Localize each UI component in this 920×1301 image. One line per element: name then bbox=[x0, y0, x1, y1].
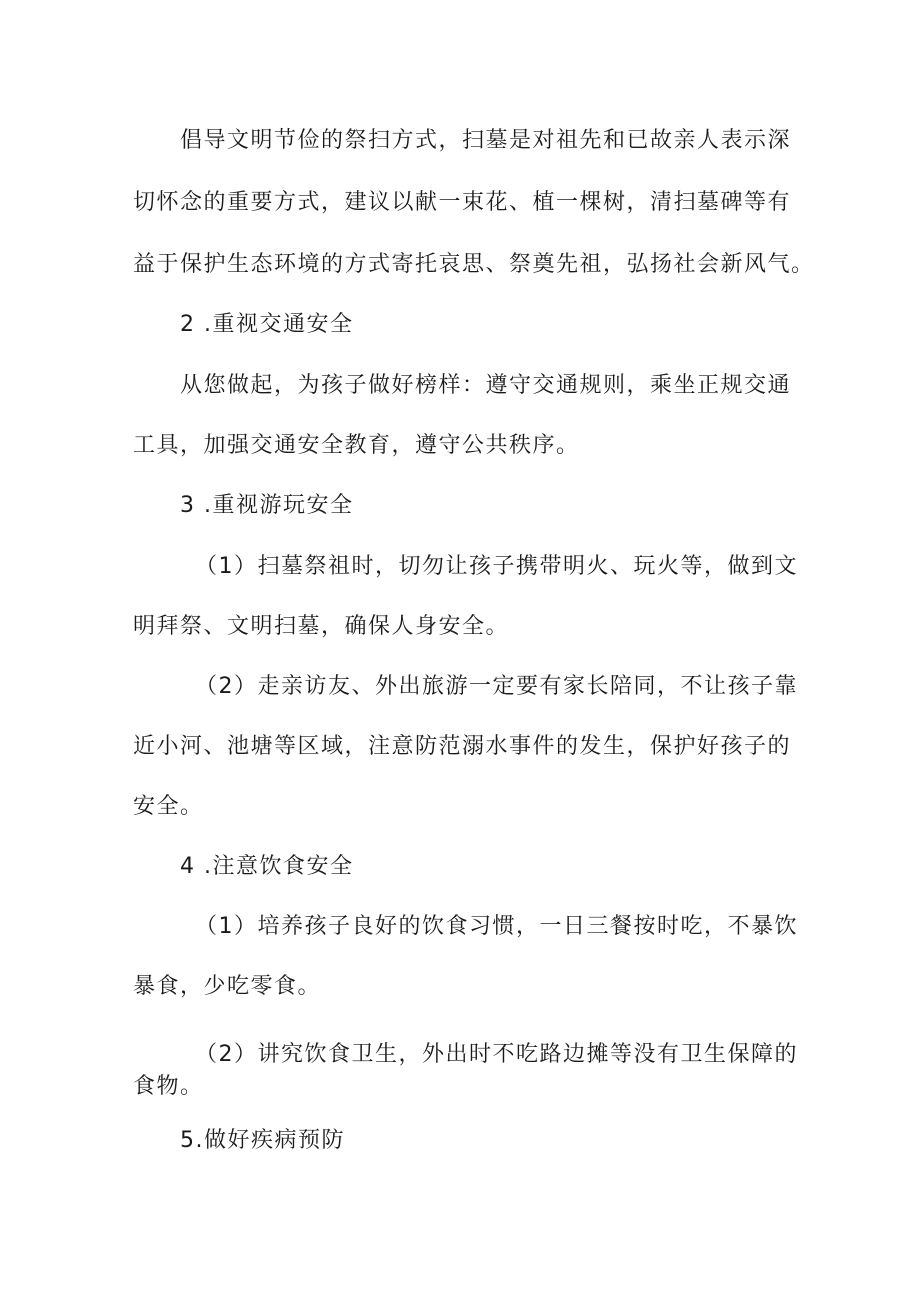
paragraph-line: （2）讲究饮食卫生，外出时不吃路边摊等没有卫生保障的 bbox=[195, 1042, 798, 1067]
paragraph-line: 工具，加强交通安全教育，遵守公共秩序。 bbox=[133, 433, 580, 458]
paragraph-line: （2）走亲访友、外出旅游一定要有家长陪同，不让孩子靠 bbox=[195, 674, 798, 699]
paragraph-line: 暴食，少吃零食。 bbox=[133, 974, 322, 999]
paragraph-line: 明拜祭、文明扫墓，确保人身安全。 bbox=[133, 614, 510, 639]
paragraph-line: 近小河、池塘等区域，注意防范溺水事件的发生，保护好孩子的 bbox=[133, 734, 792, 759]
section-heading: 2 .重视交通安全 bbox=[180, 312, 354, 337]
paragraph-line: 切怀念的重要方式，建议以献一束花、植一棵树，清扫墓碑等有 bbox=[133, 190, 792, 215]
section-heading: 4 .注意饮食安全 bbox=[180, 854, 354, 879]
paragraph-line: （1）培养孩子良好的饮食习惯，一日三餐按时吃，不暴饮 bbox=[195, 914, 798, 939]
paragraph-line: 益于保护生态环境的方式寄托哀思、祭奠先祖，弘扬社会新风气。 bbox=[133, 252, 815, 277]
paragraph-line: 从您做起，为孩子做好榜样：遵守交通规则，乘坐正规交通 bbox=[180, 373, 792, 398]
section-heading: 5.做好疾病预防 bbox=[180, 1128, 345, 1153]
paragraph-line: 安全。 bbox=[133, 794, 204, 819]
section-heading: 3 .重视游玩安全 bbox=[180, 493, 354, 518]
paragraph-line: （1）扫墓祭祖时，切勿让孩子携带明火、玩火等，做到文 bbox=[195, 554, 798, 579]
paragraph-line: 食物。 bbox=[133, 1074, 204, 1099]
paragraph-line: 倡导文明节俭的祭扫方式，扫墓是对祖先和已故亲人表示深 bbox=[180, 128, 792, 153]
